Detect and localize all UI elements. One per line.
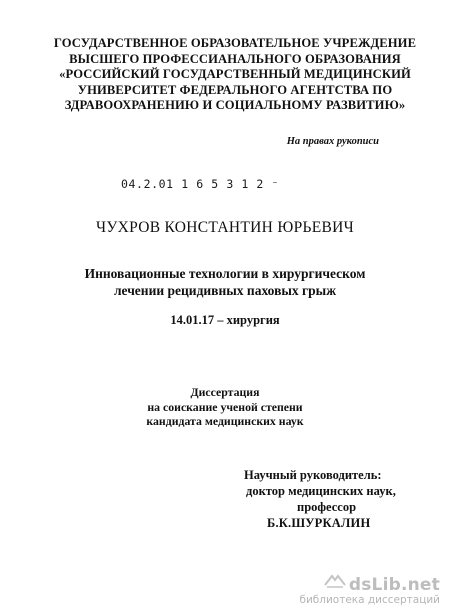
- watermark-brand: dsLib.net: [348, 575, 440, 595]
- institution-line: «РОССИЙСКИЙ ГОСУДАРСТВЕННЫЙ МЕДИЦИНСКИЙ: [59, 67, 411, 82]
- manuscript-rights-note: На правах рукописи: [286, 136, 379, 147]
- supervisor-label: Научный руководитель:: [244, 468, 382, 482]
- institution-line: ЗДРАВООХРАНЕНИЮ И СОЦИАЛЬНОМУ РАЗВИТИЮ»: [64, 98, 406, 113]
- degree-line: кандидата медицинских наук: [146, 414, 304, 428]
- author-name: ЧУХРОВ КОНСТАНТИН ЮРЬЕВИЧ: [96, 219, 354, 236]
- thesis-title-line: лечении рецидивных паховых грыж: [113, 283, 337, 298]
- watermark-subtitle: библиотека диссертаций: [299, 594, 440, 606]
- supervisor-degree: доктор медицинских наук,: [246, 484, 396, 498]
- supervisor-name: Б.К.ШУРКАЛИН: [267, 516, 371, 530]
- watermark: [299, 575, 440, 606]
- institution-line: ВЫСШЕГО ПРОФЕССИАНАЛЬНОГО ОБРАЗОВАНИЯ: [69, 51, 401, 66]
- registry-number-stamp: 04.2.01 1 6 5 3 1 2 ⁻: [121, 177, 279, 191]
- degree-statement: [0, 385, 450, 429]
- degree-line: Диссертация: [190, 385, 260, 399]
- supervisor-rank: профессор: [297, 500, 357, 514]
- specialty-code: 14.01.17 – хирургия: [170, 313, 280, 327]
- degree-line: на соискание ученой степени: [147, 399, 303, 414]
- institution-line: УНИВЕРСИТЕТ ФЕДЕРАЛЬНОГО АГЕНТСТВА ПО: [77, 82, 393, 97]
- institution-line: ГОСУДАРСТВЕННОЕ ОБРАЗОВАТЕЛЬНОЕ УЧРЕЖДЕНИЕ: [53, 36, 417, 50]
- thesis-title-line: Инновационные технологии в хирургическом: [84, 266, 366, 281]
- thesis-title: [0, 265, 450, 299]
- institution-header: [40, 36, 430, 114]
- supervisor-block: [244, 467, 434, 531]
